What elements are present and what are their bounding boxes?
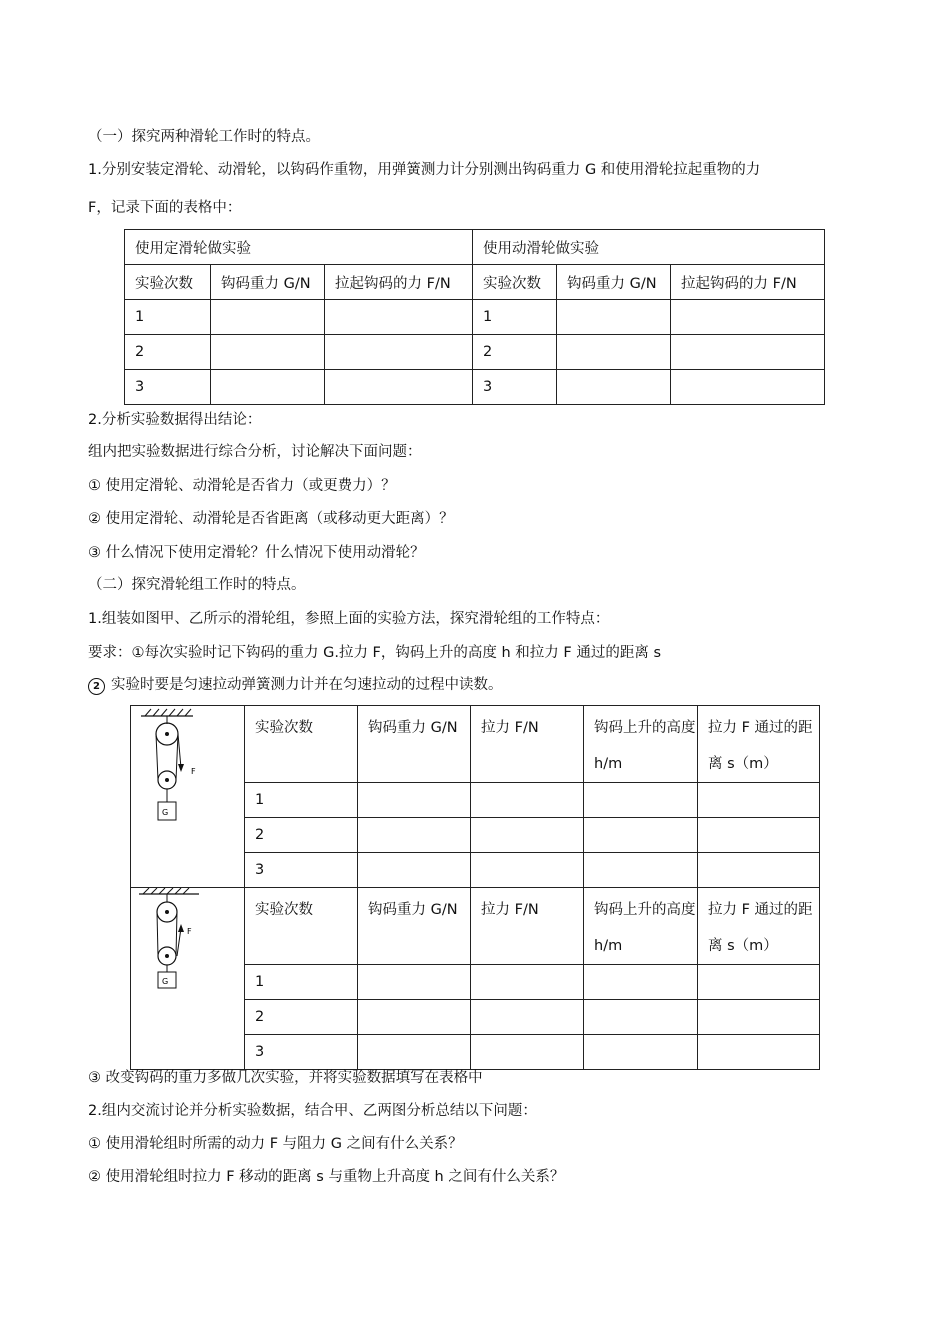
section1-step1-line1: 1.分别安装定滑轮、动滑轮，以钩码作重物，用弹簧测力计分别测出钩码重力 G 和使用滑轮拉起重物的力 <box>88 162 761 178</box>
section1-question-3: ③ 什么情况下使用定滑轮？什么情况下使用动滑轮？ <box>88 545 425 561</box>
trial-number: 2 <box>473 335 557 370</box>
data-cell[interactable] <box>698 965 820 1000</box>
pulley-block-b-diagram <box>131 888 244 1064</box>
data-cell[interactable] <box>358 818 471 853</box>
header-trial: 实验次数 <box>125 265 211 300</box>
data-cell[interactable] <box>671 370 825 405</box>
data-cell[interactable] <box>557 300 671 335</box>
data-cell[interactable] <box>584 818 698 853</box>
section1-question-2: ② 使用定滑轮、动滑轮是否省距离（或移动更大距离）？ <box>88 511 454 527</box>
data-cell[interactable] <box>358 783 471 818</box>
section1-question-1: ① 使用定滑轮、动滑轮是否省力（或更费力）？ <box>88 478 396 494</box>
data-cell[interactable] <box>698 783 820 818</box>
trial-number: 3 <box>245 853 358 888</box>
group-movable-pulley: 使用动滑轮做实验 <box>473 230 825 265</box>
data-cell[interactable] <box>358 965 471 1000</box>
trial-number: 3 <box>245 1035 358 1070</box>
header-distance: 拉力 F 通过的距离 s（m） <box>698 706 820 783</box>
trial-number: 1 <box>245 965 358 1000</box>
trial-number: 2 <box>245 818 358 853</box>
data-cell[interactable] <box>358 853 471 888</box>
data-cell[interactable] <box>584 783 698 818</box>
section1-heading: （一）探究两种滑轮工作时的特点。 <box>88 129 320 145</box>
header-height: 钩码上升的高度 h/m <box>584 706 698 783</box>
header-trial: 实验次数 <box>245 706 358 783</box>
data-cell[interactable] <box>471 1000 584 1035</box>
section2-requirement-1: 要求：①每次实验时记下钩码的重力 G.拉力 F，钩码上升的高度 h 和拉力 F 通过的距离 s <box>88 645 662 661</box>
force-label: F <box>191 767 196 776</box>
data-cell[interactable] <box>358 1000 471 1035</box>
section2-heading: （二）探究滑轮组工作时的特点。 <box>88 577 306 593</box>
data-cell[interactable] <box>671 335 825 370</box>
trial-number: 2 <box>245 1000 358 1035</box>
section2-question-2: ② 使用滑轮组时拉力 F 移动的距离 s 与重物上升高度 h 之间有什么关系？ <box>88 1169 565 1185</box>
data-cell[interactable] <box>325 300 473 335</box>
figure-pulley-block-a <box>131 706 245 888</box>
data-cell[interactable] <box>584 1000 698 1035</box>
data-cell[interactable] <box>557 370 671 405</box>
table-row <box>125 370 825 405</box>
pulley-block-a-diagram <box>131 706 244 882</box>
section2-step2: 2.组内交流讨论并分析实验数据，结合甲、乙两图分析总结以下问题： <box>88 1103 537 1119</box>
data-cell[interactable] <box>471 965 584 1000</box>
data-cell[interactable] <box>698 1035 820 1070</box>
header-height: 钩码上升的高度 h/m <box>584 888 698 965</box>
circled-number: 2 <box>88 678 105 695</box>
data-cell[interactable] <box>584 1035 698 1070</box>
data-cell[interactable] <box>698 818 820 853</box>
header-weight: 钩码重力 G/N <box>557 265 671 300</box>
trial-number: 3 <box>125 370 211 405</box>
header-weight: 钩码重力 G/N <box>211 265 325 300</box>
trial-number: 1 <box>473 300 557 335</box>
data-cell[interactable] <box>471 853 584 888</box>
header-pull-force: 拉力 F/N <box>471 706 584 783</box>
data-cell[interactable] <box>671 300 825 335</box>
data-cell[interactable] <box>211 370 325 405</box>
table-row <box>125 335 825 370</box>
header-trial: 实验次数 <box>473 265 557 300</box>
data-cell[interactable] <box>698 1000 820 1035</box>
header-force: 拉起钩码的力 F/N <box>671 265 825 300</box>
section2-step1: 1.组装如图甲、乙所示的滑轮组，参照上面的实验方法，探究滑轮组的工作特点： <box>88 611 610 627</box>
data-cell[interactable] <box>557 335 671 370</box>
header-weight: 钩码重力 G/N <box>358 706 471 783</box>
header-distance: 拉力 F 通过的距离 s（m） <box>698 888 820 965</box>
trial-number: 1 <box>125 300 211 335</box>
header-weight: 钩码重力 G/N <box>358 888 471 965</box>
data-cell[interactable] <box>584 965 698 1000</box>
data-cell[interactable] <box>584 853 698 888</box>
figure-pulley-block-b <box>131 888 245 1070</box>
section2-requirement-2 <box>88 675 503 695</box>
data-cell[interactable] <box>211 300 325 335</box>
header-trial: 实验次数 <box>245 888 358 965</box>
header-pull-force: 拉力 F/N <box>471 888 584 965</box>
data-cell[interactable] <box>325 335 473 370</box>
requirement-2-text: 实验时要是匀速拉动弹簧测力计并在匀速拉动的过程中读数。 <box>111 677 503 693</box>
pulley-block-experiment-table <box>130 705 820 1070</box>
data-cell[interactable] <box>698 853 820 888</box>
section2-requirement-3: ③ 改变钩码的重力多做几次实验，并将实验数据填写在表格中 <box>88 1070 483 1086</box>
trial-number: 3 <box>473 370 557 405</box>
header-force: 拉起钩码的力 F/N <box>325 265 473 300</box>
section1-intro: 组内把实验数据进行综合分析，讨论解决下面问题： <box>88 444 422 460</box>
group-fixed-pulley: 使用定滑轮做实验 <box>125 230 473 265</box>
section1-step1-line2: F，记录下面的表格中： <box>88 200 242 216</box>
table-row <box>125 300 825 335</box>
section1-step2: 2.分析实验数据得出结论： <box>88 412 262 428</box>
weight-label: G <box>162 977 169 986</box>
data-cell[interactable] <box>325 370 473 405</box>
data-cell[interactable] <box>471 783 584 818</box>
weight-label: G <box>162 808 169 817</box>
section2-question-1: ① 使用滑轮组时所需的动力 F 与阻力 G 之间有什么关系？ <box>88 1136 463 1152</box>
trial-number: 1 <box>245 783 358 818</box>
force-label: F <box>187 927 192 936</box>
data-cell[interactable] <box>471 818 584 853</box>
trial-number: 2 <box>125 335 211 370</box>
pulley-experiment-table <box>124 229 825 405</box>
data-cell[interactable] <box>358 1035 471 1070</box>
data-cell[interactable] <box>211 335 325 370</box>
data-cell[interactable] <box>471 1035 584 1070</box>
